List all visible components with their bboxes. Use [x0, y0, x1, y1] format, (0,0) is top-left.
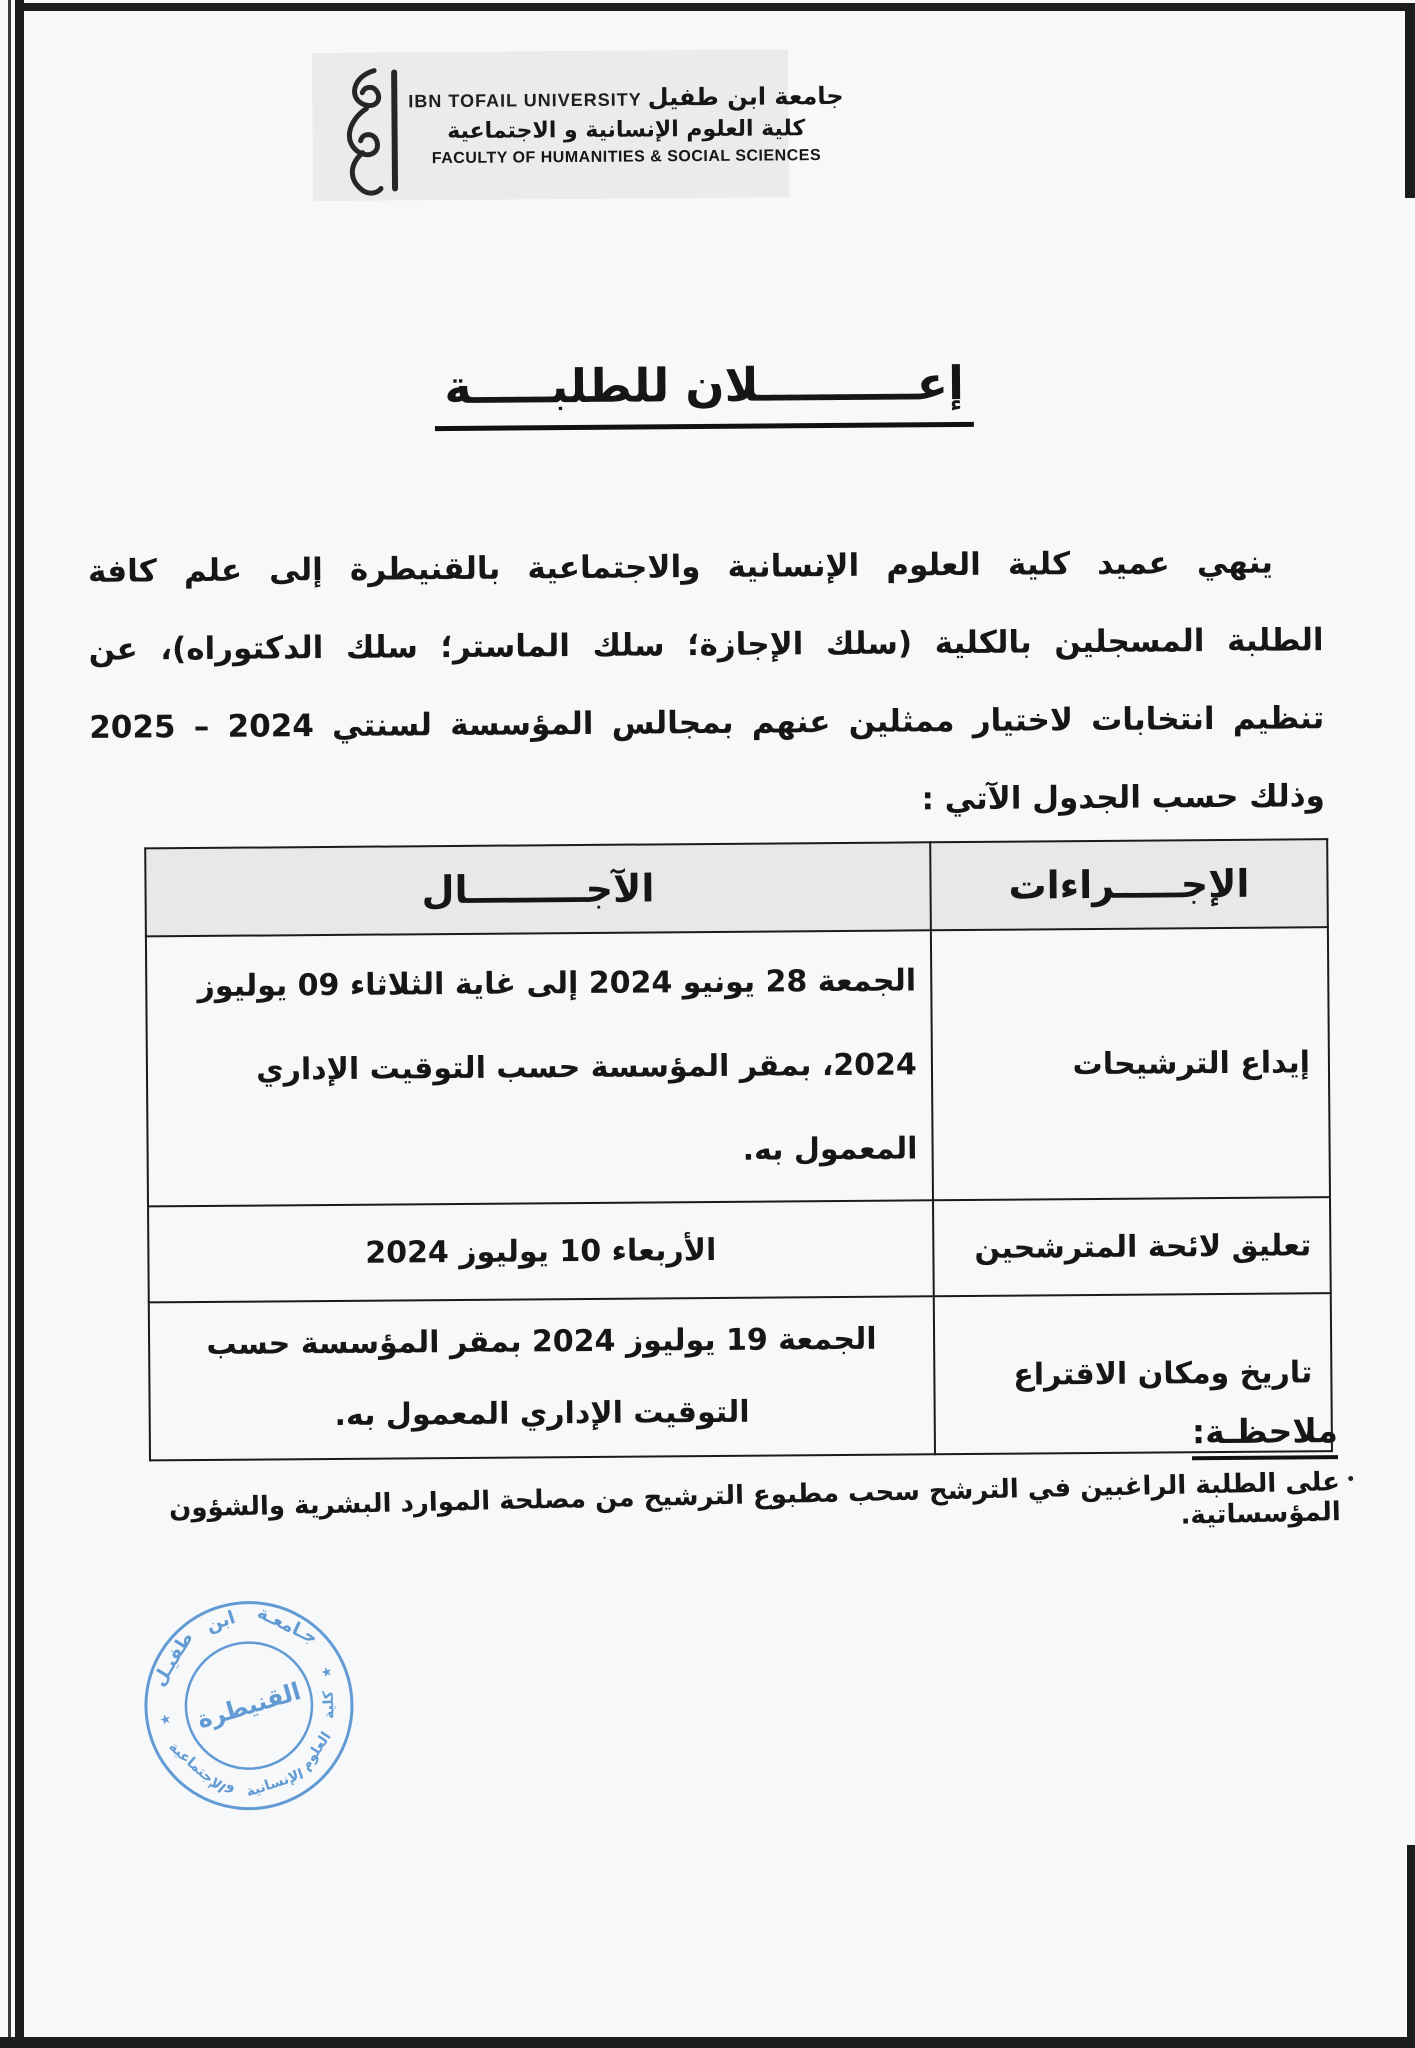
procedure-cell: إيداع الترشيحات	[931, 927, 1330, 1200]
stamp-word: العلوم	[297, 1729, 335, 1774]
deadline-cell: الجمعة 28 يونيو 2024 إلى غاية الثلاثاء 09 يوليوز 2024، بمقر المؤسسة حسب التوقيت الإداري المعمول به.	[146, 930, 933, 1206]
body-line: الطلبة المسجلين بالكلية (سلك الإجازة؛ سلك الماستر؛ سلك الدكتوراه)، عن	[88, 622, 1324, 668]
letterhead-line-university	[408, 81, 844, 112]
stamp-word: ابن	[203, 1607, 238, 1637]
table-header-row	[145, 839, 1328, 936]
body-line: ينهي عميد كلية العلوم الإنسانية والاجتماعية بالقنيطرة إلى علم كافة	[87, 544, 1274, 590]
body-line: وذلك حسب الجدول الآتي :	[921, 778, 1325, 818]
note-label: ملاحظـة:	[1192, 1411, 1338, 1460]
title-row	[0, 352, 1412, 434]
procedure-cell: تعليق لائحة المترشحين	[933, 1197, 1331, 1296]
announcement-title: إعــــــــــلان للطلبـــــة	[434, 356, 974, 431]
stamp-word: طفيـل	[148, 1628, 198, 1690]
schedule-table	[144, 838, 1333, 1461]
university-logo-icon	[322, 56, 409, 197]
table-row	[146, 927, 1330, 1206]
column-header-deadlines: الآجـــــــــال	[145, 842, 931, 936]
note-text: على الطلبة الراغبين في الترشح سحب مطبوع الترشيح من مصلحة الموارد البشرية والشؤون المؤسساتية.	[168, 1467, 1342, 1531]
official-stamp	[128, 1585, 370, 1827]
faculty-name-ar: كلية العلوم الإنسانية و الاجتماعية	[447, 115, 806, 144]
university-name-ar: جامعة ابن طفيل	[647, 81, 844, 111]
deadline-cell: الجمعة 19 يوليوز 2024 بمقر المؤسسة حسب التوقيت الإداري المعمول به.	[149, 1296, 935, 1460]
letterhead-text	[408, 81, 844, 167]
body-line: تنظيم انتخابات لاختيار ممثلين عنهم بمجالس المؤسسة لسنتي 2024 – 2025	[89, 700, 1325, 746]
stamp-word: جـامعـة	[253, 1602, 321, 1649]
table-row	[148, 1197, 1331, 1302]
scan-artifact-dot	[1348, 1476, 1353, 1481]
stamp-star-icon: ★	[157, 1711, 174, 1730]
column-header-procedures: الإجـــــراءات	[930, 839, 1328, 930]
stamp-word: و	[224, 1776, 237, 1795]
deadline-cell: الأربعاء 10 يوليوز 2024	[148, 1200, 934, 1302]
university-letterhead	[312, 49, 844, 201]
stamp-word: الإنسانية	[244, 1766, 306, 1801]
procedure-cell: تاريخ ومكان الاقتراع	[934, 1293, 1332, 1454]
stamp-word: كلية	[320, 1690, 338, 1720]
announcement-body	[88, 523, 1325, 845]
faculty-name-en: FACULTY OF HUMANITIES & SOCIAL SCIENCES	[431, 146, 822, 167]
stamp-star-icon: ★	[319, 1663, 335, 1682]
note-label-row	[1192, 1411, 1338, 1460]
university-name-en: IBN TOFAIL UNIVERSITY	[408, 88, 642, 111]
stamp-center-text: القنيطرة	[193, 1677, 305, 1735]
table-row	[149, 1293, 1332, 1460]
stamp-word: الإجتماعية	[165, 1738, 229, 1797]
